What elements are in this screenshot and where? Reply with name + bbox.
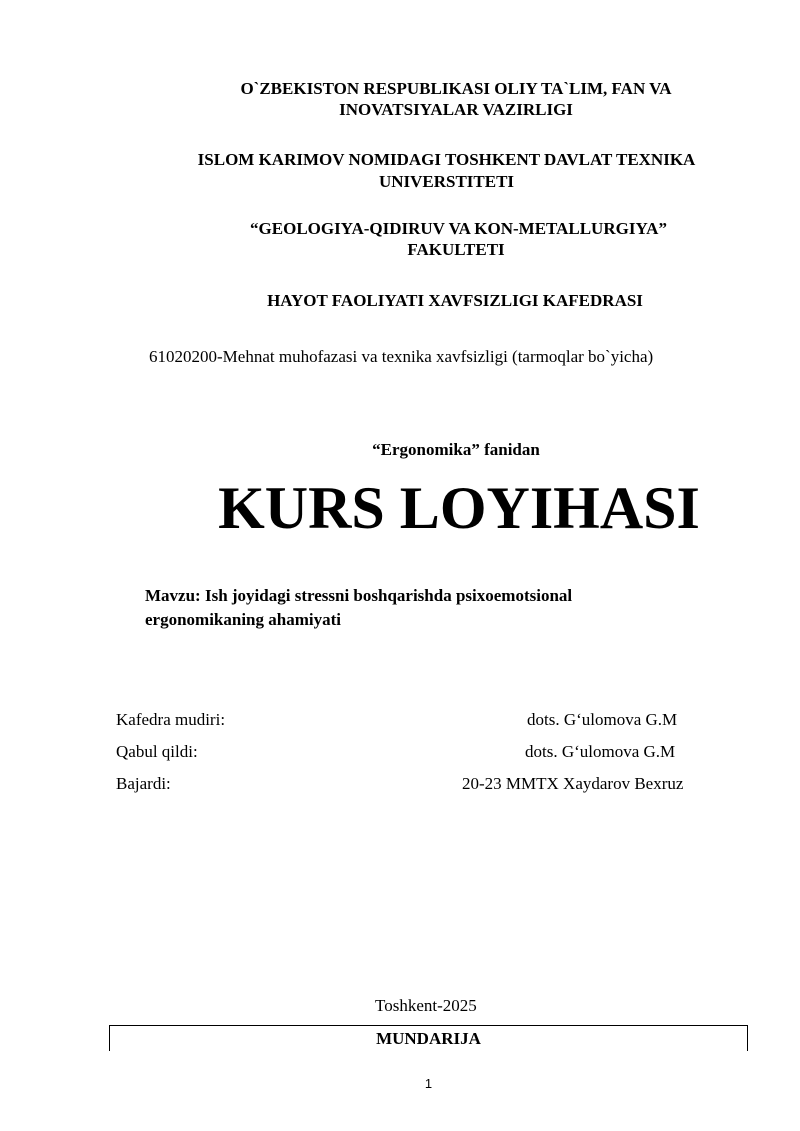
page-number: 1 — [424, 1076, 433, 1091]
university-line-1: ISLOM KARIMOV NOMIDAGI TOSHKENT DAVLAT TEXNIKA — [197, 150, 696, 169]
topic-line-2: ergonomikaning ahamiyati — [145, 610, 341, 629]
department-name: HAYOT FAOLIYATI XAVFSIZLIGI KAFEDRASI — [267, 291, 643, 310]
signature-value-accepted: dots. G‘ulomova G.M — [525, 742, 676, 761]
ministry-line-1: O`ZBEKISTON RESPUBLIKASI OLIY TA`LIM, FAN VA — [240, 79, 672, 98]
ministry-line-2: INOVATSIYALAR VAZIRLIGI — [339, 100, 573, 119]
signature-label-performed: Bajardi: — [116, 774, 171, 793]
signature-value-performed: 20-23 MMTX Xaydarov Bexruz — [462, 774, 684, 793]
signature-label-accepted: Qabul qildi: — [116, 742, 198, 761]
topic — [145, 584, 665, 632]
university-line-2: UNIVERSTITETI — [378, 172, 515, 191]
specialty-line: 61020200-Mehnat muhofazasi va texnika xavfsizligi (tarmoqlar bo`yicha) — [149, 347, 654, 366]
document-title: KURS LOYIHASI — [218, 475, 700, 541]
subject-line: “Ergonomika” fanidan — [372, 440, 540, 459]
faculty-line-1: “GEOLOGIYA-QIDIRUV VA KON-METALLURGIYA” — [250, 219, 667, 238]
contents-heading: MUNDARIJA — [376, 1029, 481, 1048]
signature-label-head: Kafedra mudiri: — [116, 710, 226, 729]
signature-value-head: dots. G‘ulomova G.M — [527, 710, 678, 729]
faculty-line-2: FAKULTETI — [407, 240, 505, 259]
topic-line-1: Mavzu: Ish joyidagi stressni boshqarishda psixoemotsional — [145, 586, 573, 605]
city-year: Toshkent-2025 — [375, 996, 477, 1015]
